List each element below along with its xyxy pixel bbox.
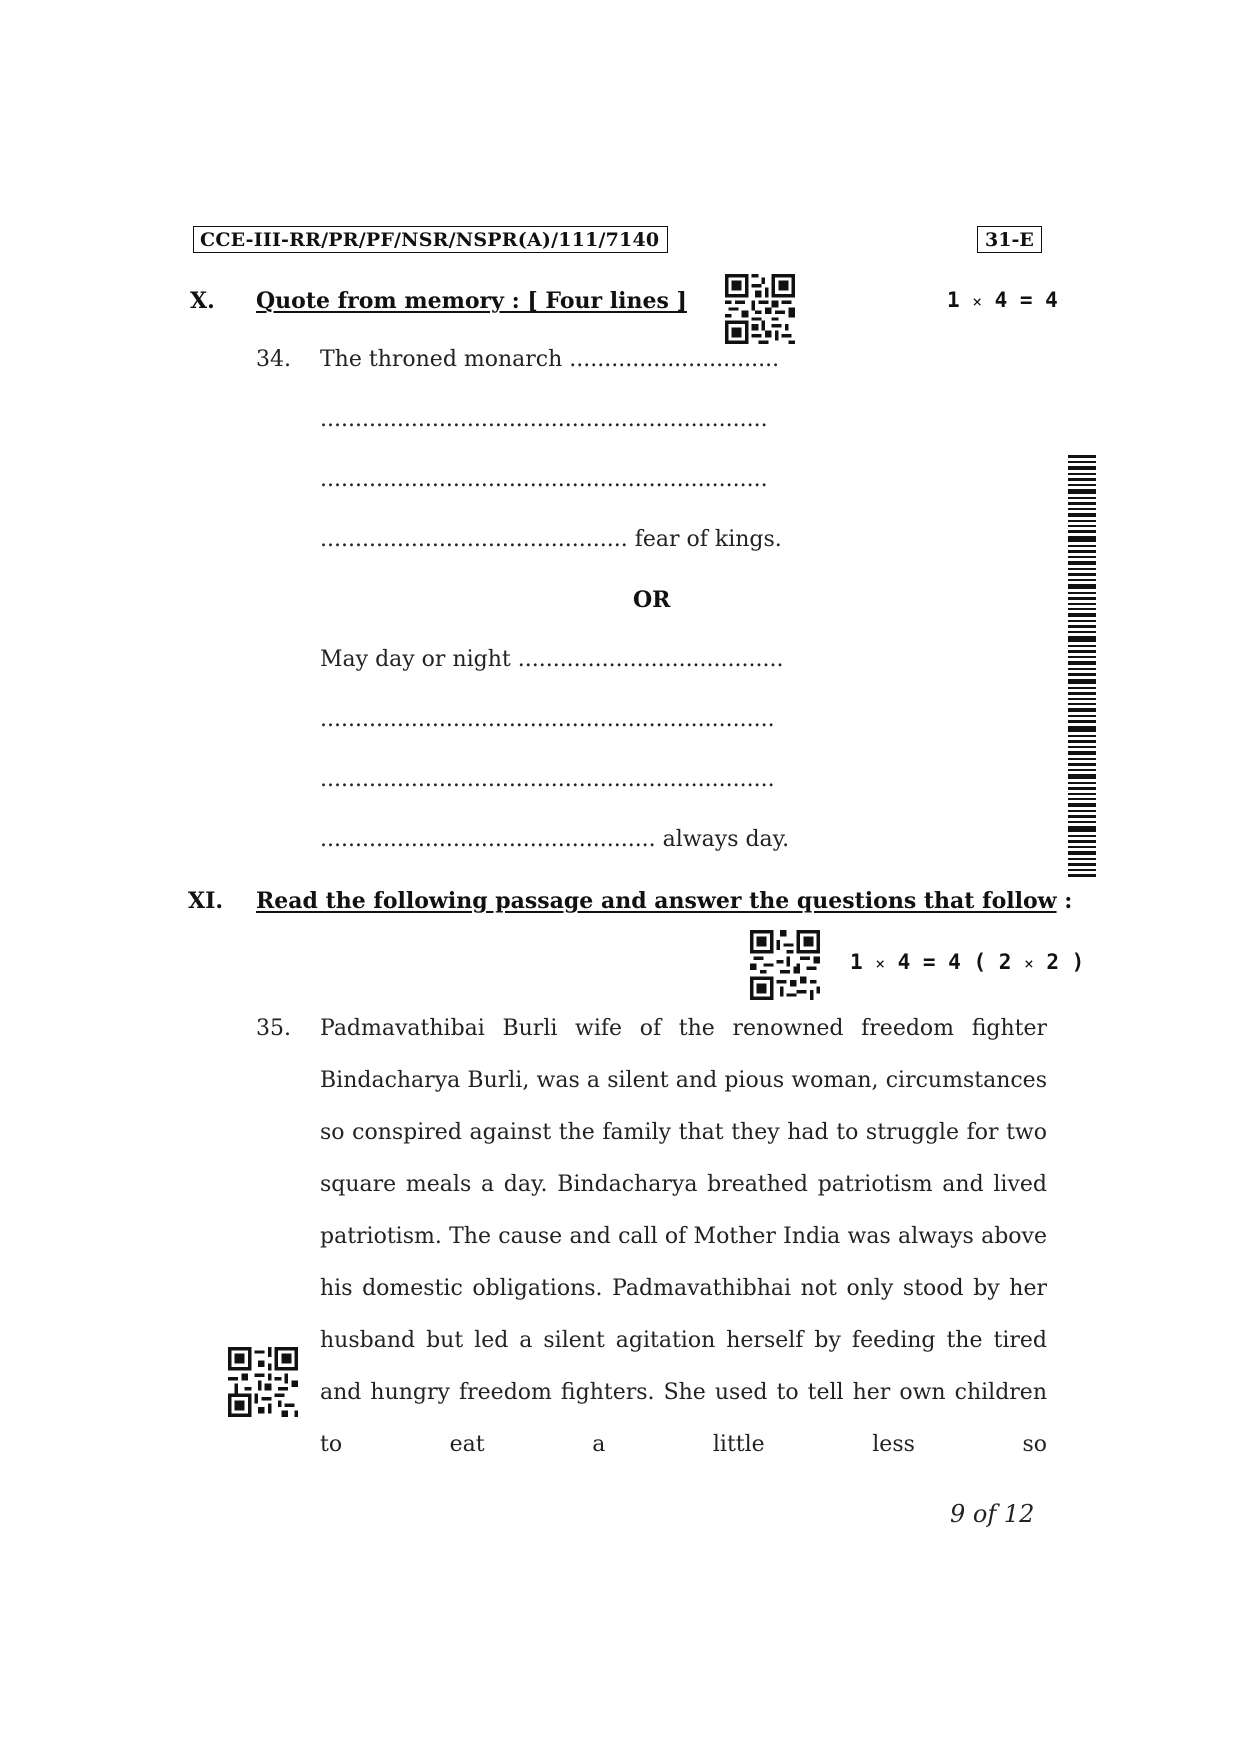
- quote-a-line-1: The throned monarch ..............................: [320, 347, 780, 372]
- quote-b-line-2: .................................................................: [320, 707, 775, 732]
- quote-a-line-4: ............................................ fear of kings.: [320, 527, 782, 552]
- qr-code-icon: [725, 274, 795, 348]
- quote-b-line-1: May day or night ......................................: [320, 647, 784, 672]
- section-x-title: Quote from memory : [ Four lines ]: [256, 288, 687, 314]
- qr-code-icon: [228, 1347, 298, 1421]
- exam-code-box: [193, 226, 668, 253]
- exam-code: CCE-III-RR/PR/PF/NSR/NSPR(A)/111/7140: [200, 229, 660, 251]
- section-xi-marks: 1 × 4 = 4 ( 2 × 2 ): [850, 950, 1085, 974]
- paper-code-box: [977, 226, 1042, 253]
- paper-code: 31-E: [985, 229, 1034, 251]
- section-xi-title: Read the following passage and answer the questions that follow :: [256, 888, 1073, 914]
- quote-b-line-3: .................................................................: [320, 767, 775, 792]
- quote-a-line-3: ................................................................: [320, 467, 768, 492]
- quote-b-line-4: ................................................ always day.: [320, 827, 790, 852]
- or-separator: OR: [633, 587, 671, 613]
- section-x-number: X.: [190, 288, 215, 314]
- section-x-marks: 1 × 4 = 4: [947, 288, 1058, 312]
- question-35-number: 35.: [256, 1016, 291, 1041]
- quote-a-line-2: ................................................................: [320, 407, 768, 432]
- comprehension-passage: Padmavathibai Burli wife of the renowned freedom fighter Bindacharya Burli, was a silent and pious woman, circumstances so conspired against the family that they had to struggle for two square meals a day. Bindacharya breathed patriotism and lived patriotism. The cause and call of Mother India was always above his domestic obligations. Padmavathibhai not only stood by her husband but led a silent agitation herself by feeding the tired and hungry freedom fighters. She used to tell her own children to eat a little less so: [320, 1016, 1047, 1457]
- question-34-number: 34.: [256, 347, 291, 372]
- qr-code-icon: [750, 930, 820, 1004]
- page-number: 9 of 12: [950, 1500, 1035, 1528]
- barcode-icon: [1068, 455, 1096, 881]
- section-xi-number: XI.: [188, 888, 224, 914]
